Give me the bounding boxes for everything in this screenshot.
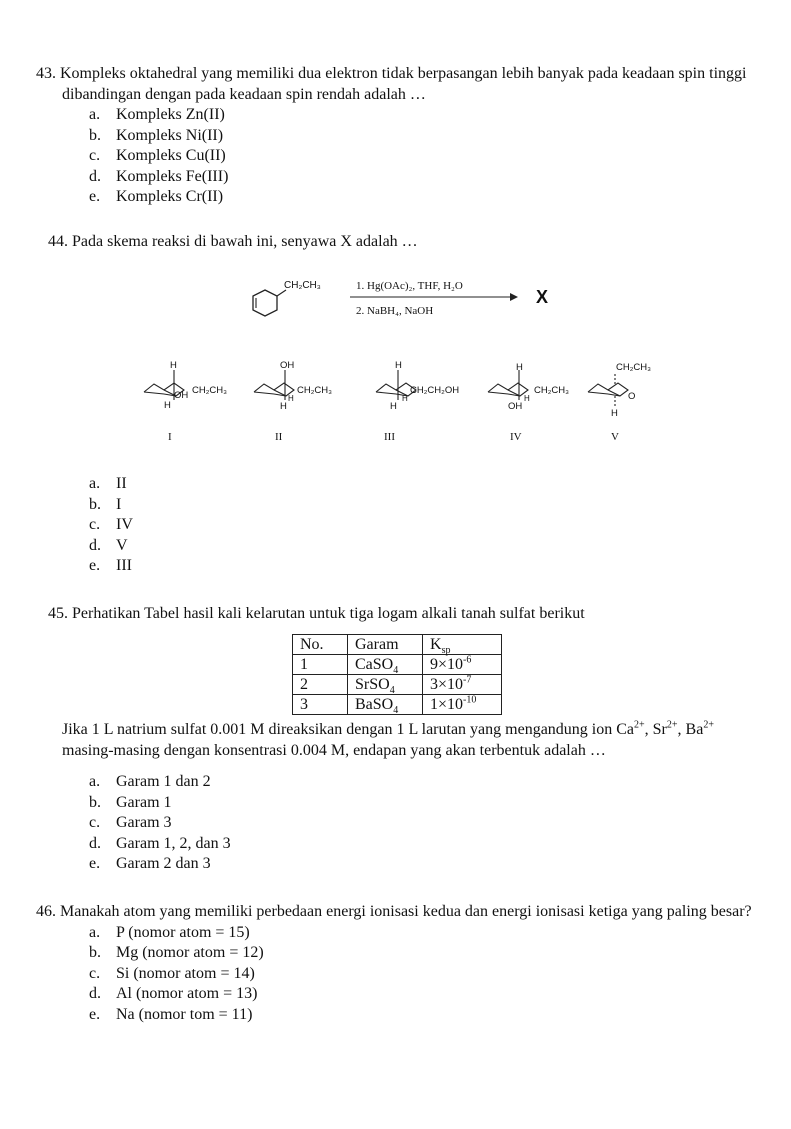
structure-4-side: H [524, 394, 530, 403]
question-number: 46. [36, 903, 56, 920]
question-stem: 46. Manakah atom yang memiliki perbedaan energi ionisasi kedua dan energi ionisasi ketiga yang paling besar? [36, 903, 752, 920]
structure-5-bottom: H [611, 408, 618, 419]
option-c[interactable]: c. Kompleks Cu(II) [89, 147, 226, 164]
structure-2-bottom: H [280, 401, 287, 412]
question-number: 44. [48, 233, 68, 250]
option-b[interactable]: b. I [89, 495, 122, 513]
structure-4-label: IV [510, 431, 522, 443]
question-number: 43. [36, 65, 56, 82]
structure-1-bottom: H [164, 400, 171, 411]
option-e[interactable]: e. Kompleks Cr(II) [89, 188, 224, 205]
option-c[interactable]: c. IV [89, 516, 133, 533]
option-b[interactable]: b. Kompleks Ni(II) [89, 126, 224, 144]
structure-3-right: CH₂CH₂OH [410, 385, 460, 396]
question-45-body [62, 720, 772, 761]
header-ksp: $K_{sp}$ [423, 635, 502, 655]
option-d[interactable]: d. Garam 1, 2, dan 3 [89, 834, 231, 852]
question-paragraph: Jika 1 L natrium sulfat 0.001 M direaksikan dengan 1 L larutan yang mengandung ion $Ca^{2+}$, $Sr^{2+}$, $Ba^{2+}$ [62, 719, 714, 738]
option-a[interactable]: a. Kompleks Zn(II) [89, 106, 225, 123]
option-c[interactable]: c. Si (nomor atom = 14) [89, 964, 255, 982]
header-salt: Garam [348, 635, 423, 655]
option-d[interactable]: d. V [89, 536, 128, 554]
option-c[interactable]: c. Garam 3 [89, 814, 172, 831]
question-stem: 43. Kompleks oktahedral yang memiliki dua elektron tidak berpasangan lebih banyak pada keadaan spin tinggi dibandingan dengan pada keadaan spin rendah adalah … [36, 65, 747, 103]
structure-4-top: H [516, 362, 523, 373]
question-43 [36, 64, 766, 208]
option-b[interactable]: b. Mg (nomor atom = 12) [89, 944, 264, 961]
answer-structures [140, 360, 680, 450]
structure-1-side: OH [174, 390, 189, 401]
structure-1-right: CH₂CH₃ [192, 385, 227, 396]
reagent-step-1: 1. Hg(OAc)₂, THF, H₂O [356, 280, 463, 292]
structure-2-right: CH₂CH₃ [297, 385, 332, 396]
question-46 [36, 902, 766, 1025]
chair-drawings [140, 360, 680, 450]
ksp-table [292, 634, 502, 715]
question-stem: 44. Pada skema reaksi di bawah ini, senyawa X adalah … [48, 233, 418, 250]
table-header-row [293, 635, 502, 655]
option-e[interactable]: e. III [89, 557, 132, 574]
question-44-options [36, 474, 766, 577]
structure-4-bottom: OH [508, 401, 523, 412]
option-d[interactable]: d. Al (nomor atom = 13) [89, 985, 258, 1002]
option-a[interactable]: a. Garam 1 dan 2 [89, 773, 211, 790]
structure-4-right: CH₂CH₃ [534, 385, 569, 396]
table-row: 1 CaSO$_4$ $9\times 10^{-6}$ [293, 655, 502, 675]
structure-5-side: O [628, 391, 636, 402]
option-b[interactable]: b. Garam 1 [89, 793, 172, 811]
reaction-scheme [248, 272, 568, 328]
options-list [36, 105, 766, 208]
structure-3-bottom: H [390, 401, 397, 412]
options-list [36, 923, 766, 1026]
structure-1-label: I [168, 431, 172, 443]
option-a[interactable]: a. P (nomor atom = 15) [89, 923, 250, 941]
question-45 [48, 604, 778, 625]
question-paragraph-2: masing-masing dengan konsentrasi 0.004 M, endapan yang akan terbentuk adalah … [62, 741, 606, 759]
reagent-step-2: 2. NaBH₄, NaOH [356, 305, 434, 317]
structure-2-label: II [275, 431, 283, 443]
option-e[interactable]: e. Garam 2 dan 3 [89, 855, 211, 872]
structure-1-top: H [170, 360, 177, 371]
structure-2-top: OH [280, 360, 295, 371]
question-45-options [36, 772, 766, 875]
product-x: X [536, 287, 549, 307]
table-row: 3 BaSO$_4$ $1\times 10^{-10}$ [293, 695, 502, 715]
structure-5-top: CH₂CH₃ [616, 362, 651, 373]
structure-3-label: III [384, 431, 395, 443]
structure-5-label: V [611, 431, 619, 443]
structure-3-top: H [395, 360, 402, 371]
option-a[interactable]: a. II [89, 475, 127, 492]
header-no: No. [293, 635, 348, 655]
structure-2-side: H [288, 394, 294, 403]
question-44 [48, 232, 778, 253]
table-row: 2 SrSO$_4$ $3\times 10^{-7}$ [293, 675, 502, 695]
structure-3-side: H [402, 394, 408, 403]
question-stem: 45. Perhatikan Tabel hasil kali kelarutan untuk tiga logam alkali tanah sulfat berikut [48, 605, 585, 622]
option-d[interactable]: d. Kompleks Fe(III) [89, 167, 229, 185]
question-number: 45. [48, 605, 68, 622]
substituent-label: CH₂CH₃ [284, 280, 321, 291]
option-e[interactable]: e. Na (nomor tom = 11) [89, 1005, 253, 1023]
